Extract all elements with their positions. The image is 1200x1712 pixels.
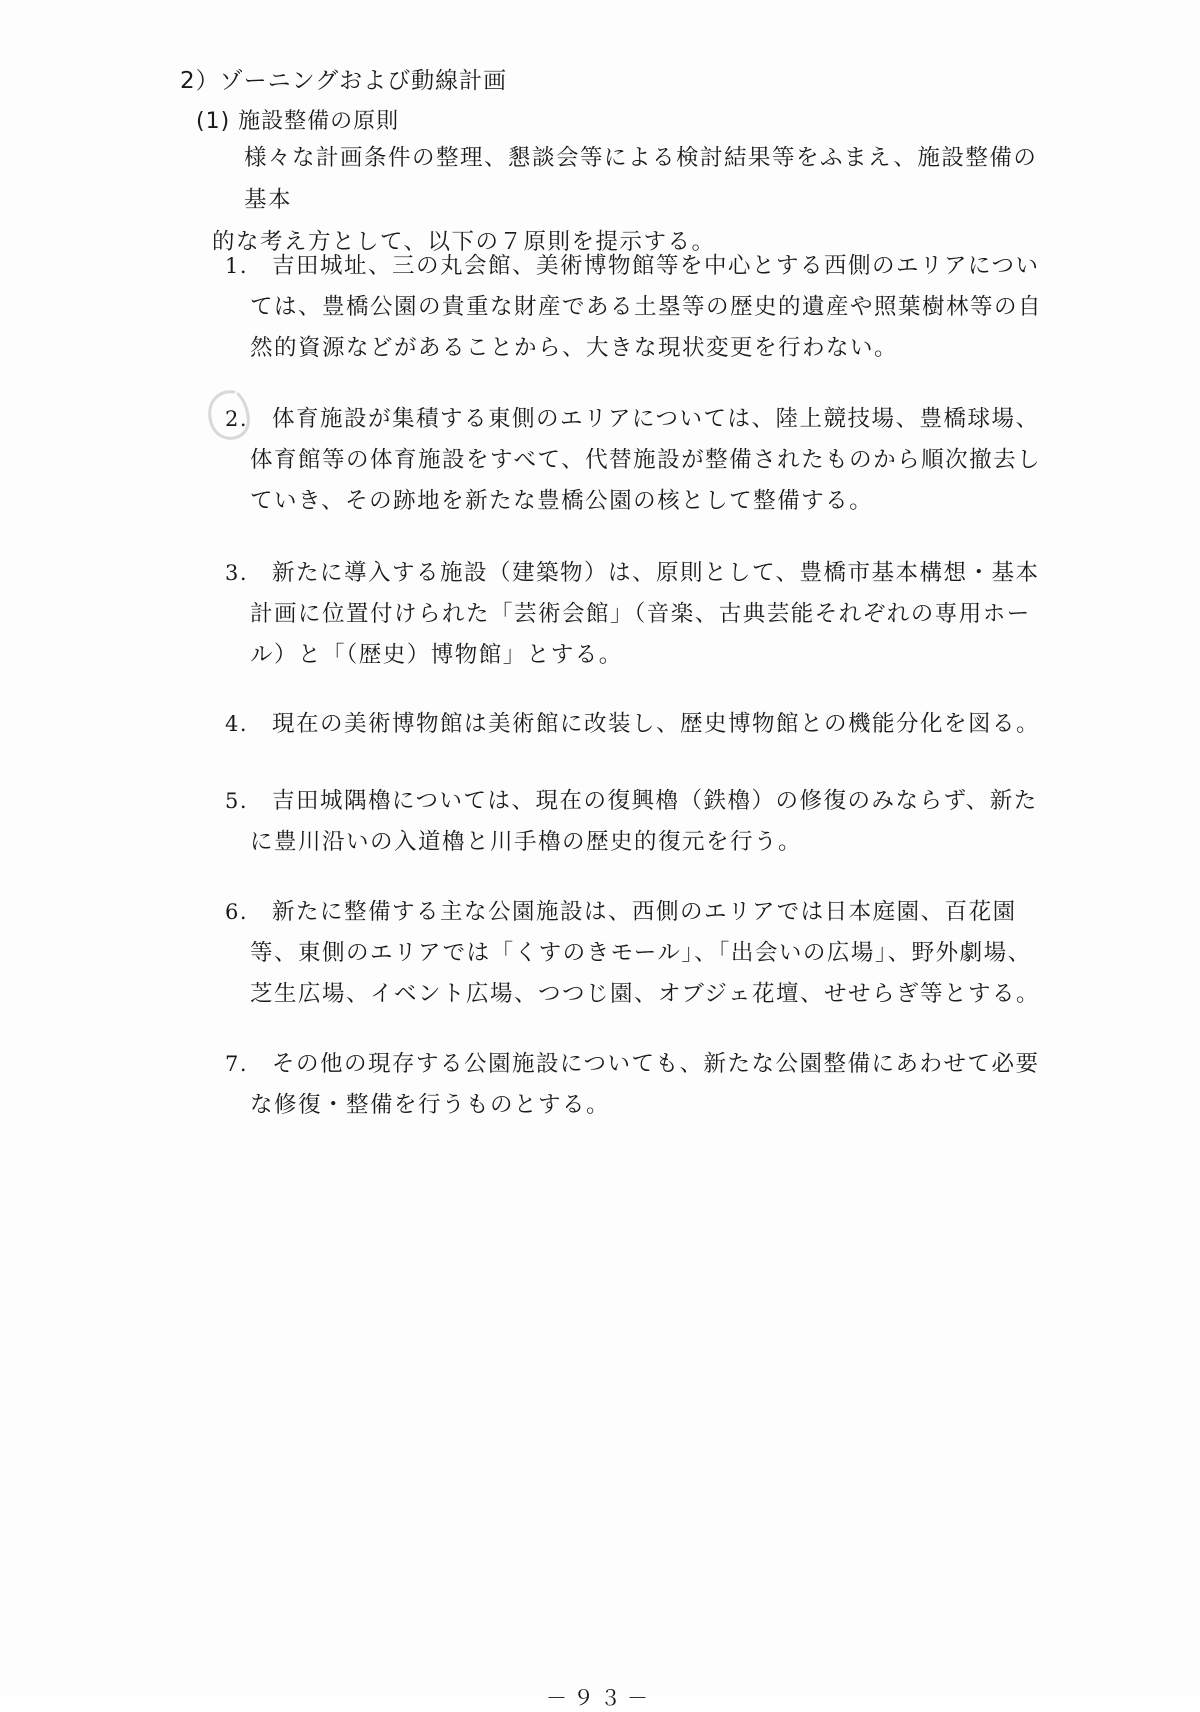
item-text: その他の現存する公園施設についても、新たな公園整備にあわせて必要な修復・整備を行うものとする。	[250, 1051, 1040, 1118]
item-number: 2.	[225, 407, 249, 431]
item-text: 新たに導入する施設（建築物）は、原則として、豊橋市基本構想・基本計画に位置付けられた「芸術会館」（音楽、古典芸能それぞれの専用ホール）と「（歴史）博物館」とする。	[250, 560, 1040, 668]
item-number: 3.	[225, 561, 249, 585]
item-text: 吉田城址、三の丸会館、美術博物館等を中心とする西側のエリアについては、豊橋公園の貴重な財産である土塁等の歴史的遺産や照葉樹林等の自然的資源などがあることから、大きな現状変更を行わない。	[250, 253, 1043, 361]
item-text: 吉田城隅櫓については、現在の復興櫓（鉄櫓）の修復のみならず、新たに豊川沿いの入道櫓と川手櫓の歴史的復元を行う。	[250, 788, 1038, 855]
item-text: 現在の美術博物館は美術館に改装し、歴史博物館との機能分化を図る。	[272, 711, 1041, 737]
page-number: －９３－	[546, 1686, 654, 1710]
intro-line-1: 様々な計画条件の整理、懇談会等による検討結果等をふまえ、施設整備の基本	[244, 145, 1038, 213]
item-number: 1.	[225, 254, 249, 278]
subsection-title: (1) 施設整備の原則	[196, 109, 400, 134]
principle-item-6	[225, 892, 1045, 1015]
item-text: 新たに整備する主な公園施設は、西側のエリアでは日本庭園、百花園等、東側のエリアでは「くすのきモール」、「出会いの広場」、野外劇場、芝生広場、イベント広場、つつじ園、オブジェ花壇、せせらぎ等とする。	[250, 899, 1040, 1007]
principle-item-4	[225, 704, 1045, 745]
item-number: 6.	[225, 900, 249, 924]
item-text: 体育施設が集積する東側のエリアについては、陸上競技場、豊橋球場、体育館等の体育施設をすべて、代替施設が整備されたものから順次撤去していき、その跡地を新たな豊橋公園の核として整備する。	[250, 406, 1042, 514]
item-number: 5.	[225, 789, 249, 813]
principle-item-1	[225, 246, 1045, 369]
principle-item-2	[225, 399, 1045, 522]
principle-item-3	[225, 553, 1045, 676]
item-number: 7.	[225, 1052, 249, 1076]
item-number: 4.	[225, 712, 249, 736]
principle-item-5	[225, 781, 1045, 863]
intro-paragraph	[212, 137, 1042, 263]
section-title: 2）ゾーニングおよび動線計画	[180, 68, 508, 94]
principle-item-7	[225, 1044, 1045, 1126]
intro-line-2: 的な考え方として、以下の７原則を提示する。	[212, 229, 716, 255]
